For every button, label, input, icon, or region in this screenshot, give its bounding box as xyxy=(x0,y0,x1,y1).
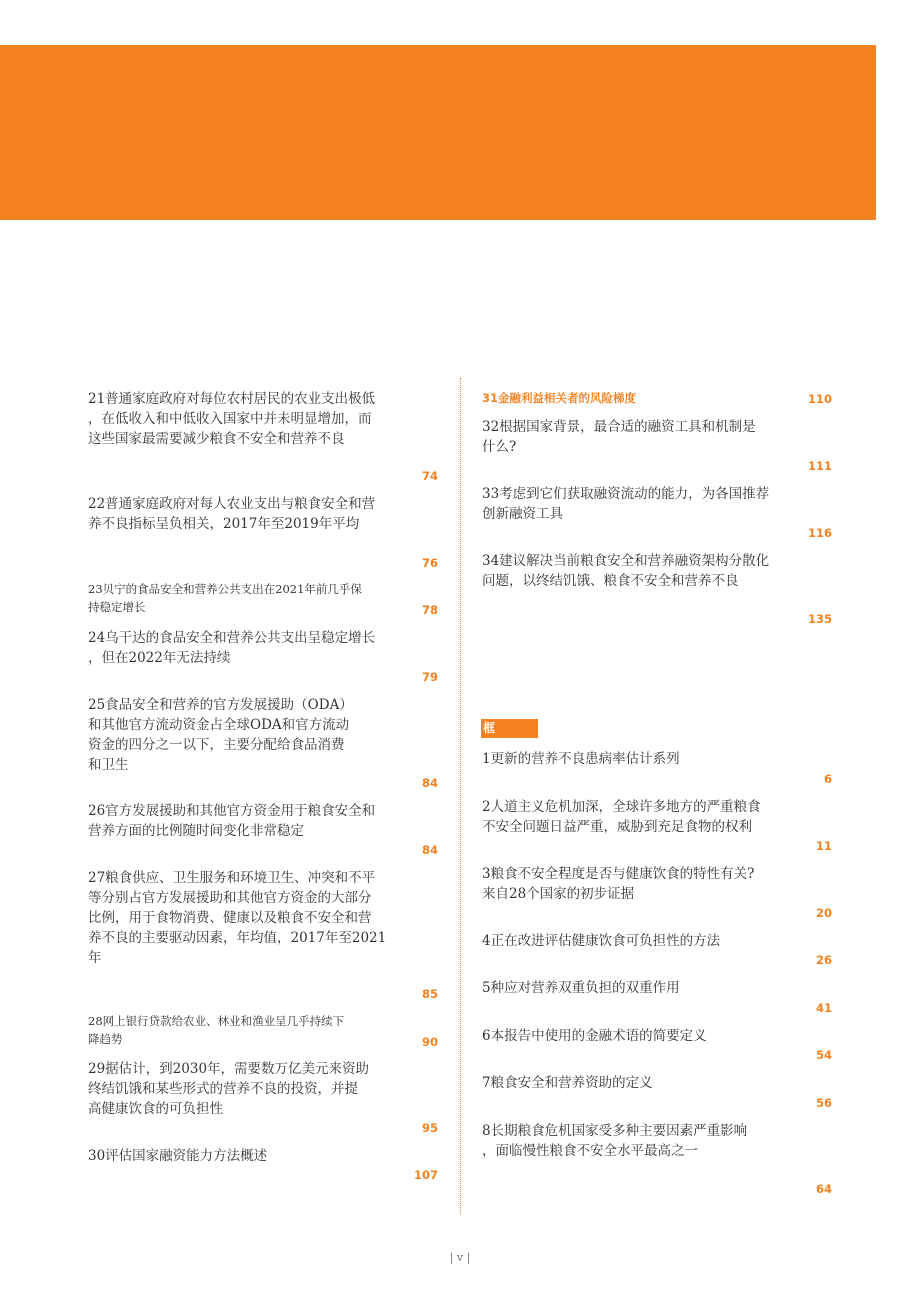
box-entry-7[interactable] xyxy=(482,1073,792,1093)
toc-page-number: 111 xyxy=(807,459,832,473)
toc-page-number: 110 xyxy=(807,392,832,406)
toc-entry-title: 23贝宁的食品安全和营养公共支出在2021年前几乎保 持稳定增长 xyxy=(88,582,362,614)
box-entry-3[interactable] xyxy=(482,864,792,904)
toc-page-number: 6 xyxy=(823,772,832,786)
toc-entry-title: 21普通家庭政府对每位农村居民的农业支出极低 ，在低收入和中低收入国家中并未明显增加，而 这些国家最需要减少粮食不安全和营养不良 xyxy=(88,391,376,447)
box-entry-8[interactable] xyxy=(482,1121,792,1161)
toc-entry-27[interactable] xyxy=(88,868,388,968)
toc-page-number: 79 xyxy=(421,670,438,684)
toc-entry-title: 22普通家庭政府对每人农业支出与粮食安全和营 养不良指标呈负相关，2017年至2019年平均 xyxy=(88,496,376,532)
toc-entry-title: 6本报告中使用的金融术语的简要定义 xyxy=(482,1028,707,1044)
toc-entry-28[interactable] xyxy=(88,1012,388,1048)
toc-entry-title: 5种应对营养双重负担的双重作用 xyxy=(482,980,680,996)
toc-entry-26[interactable] xyxy=(88,801,388,841)
toc-page-number: 64 xyxy=(815,1182,832,1196)
toc-page-number: 11 xyxy=(815,839,832,853)
toc-entry-title: 3粮食不安全程度是否与健康饮食的特性有关? 来自28个国家的初步证据 xyxy=(482,866,755,902)
toc-page-number: 56 xyxy=(815,1096,832,1110)
toc-entry-23[interactable] xyxy=(88,580,388,616)
box-entry-6[interactable] xyxy=(482,1026,792,1046)
toc-entry-title-highlighted: 31金融利益相关者的风险梯度 xyxy=(482,391,637,405)
toc-entry-22[interactable] xyxy=(88,494,388,534)
toc-entry-title: 29据估计，到2030年，需要数万亿美元来资助 终结饥饿和某些形式的营养不良的投资，并提 高健康饮食的可负担性 xyxy=(88,1061,370,1117)
box-entry-5[interactable] xyxy=(482,978,792,998)
column-divider xyxy=(460,378,461,1214)
toc-entry-29[interactable] xyxy=(88,1059,388,1119)
box-entry-1[interactable] xyxy=(482,749,792,769)
toc-page-number: 84 xyxy=(421,776,438,790)
toc-entry-24[interactable] xyxy=(88,628,388,668)
boxes-section-heading: 框 xyxy=(481,719,538,738)
toc-entry-title: 24乌干达的食品安全和营养公共支出呈稳定增长 ，但在2022年无法持续 xyxy=(88,630,376,666)
toc-entry-32[interactable] xyxy=(482,417,782,457)
toc-page-number: 107 xyxy=(413,1168,438,1182)
toc-entry-21[interactable] xyxy=(88,389,388,449)
header-banner xyxy=(0,45,876,220)
page-number-footer: | v | xyxy=(449,1251,471,1264)
toc-entry-34[interactable] xyxy=(482,551,792,591)
toc-page-number: 74 xyxy=(421,469,438,483)
toc-page-number: 135 xyxy=(807,612,832,626)
toc-entry-title: 7粮食安全和营养资助的定义 xyxy=(482,1075,653,1091)
toc-entry-31[interactable] xyxy=(482,390,782,406)
toc-page-number: 85 xyxy=(421,987,438,1001)
box-entry-4[interactable] xyxy=(482,931,792,951)
toc-entry-title: 1更新的营养不良患病率估计系列 xyxy=(482,751,680,767)
toc-entry-title: 28网上银行贷款给农业、林业和渔业呈几乎持续下 降趋势 xyxy=(88,1014,345,1046)
toc-entry-title: 33考虑到它们获取融资流动的能力，为各国推荐 创新融资工具 xyxy=(482,486,770,522)
toc-entry-title: 30评估国家融资能力方法概述 xyxy=(88,1148,268,1164)
box-entry-2[interactable] xyxy=(482,797,792,837)
toc-entry-30[interactable] xyxy=(88,1146,388,1166)
toc-page-number: 26 xyxy=(815,953,832,967)
toc-entry-title: 27粮食供应、卫生服务和环境卫生、冲突和不平 等分别占官方发展援助和其他官方资金的大部分 比例，用于食物消费、健康以及粮食不安全和营 养不良的主要驱动因素，年均值，2017年至2021 年 xyxy=(88,870,387,966)
toc-page-number: 116 xyxy=(807,526,832,540)
toc-page-number: 78 xyxy=(421,603,438,617)
toc-entry-title: 4正在改进评估健康饮食可负担性的方法 xyxy=(482,933,721,949)
toc-entry-title: 2人道主义危机加深，全球许多地方的严重粮食 不安全问题日益严重，威胁到充足食物的权利 xyxy=(482,799,761,835)
toc-page-number: 41 xyxy=(815,1001,832,1015)
toc-entry-title: 8长期粮食危机国家受多种主要因素严重影响 ，面临慢性粮食不安全水平最高之一 xyxy=(482,1123,748,1159)
toc-page-number: 54 xyxy=(815,1048,832,1062)
toc-entry-title: 26官方发展援助和其他官方资金用于粮食安全和 营养方面的比例随时间变化非常稳定 xyxy=(88,803,376,839)
toc-entry-title: 34建议解决当前粮食安全和营养融资架构分散化 问题，以终结饥饿、粮食不安全和营养不良 xyxy=(482,553,770,589)
toc-page-number: 76 xyxy=(421,556,438,570)
toc-entry-25[interactable] xyxy=(88,695,388,775)
toc-entry-33[interactable] xyxy=(482,484,792,524)
toc-page-number: 20 xyxy=(815,906,832,920)
toc-entry-title: 32根据国家背景，最合适的融资工具和机制是 什么? xyxy=(482,419,756,455)
toc-page-number: 84 xyxy=(421,843,438,857)
toc-page-number: 95 xyxy=(421,1121,438,1135)
toc-entry-title: 25食品安全和营养的官方发展援助（ODA） 和其他官方流动资金占全球ODA和官方流动 资金的四分之一以下，主要分配给食品消费 和卫生 xyxy=(88,697,353,773)
toc-page-number: 90 xyxy=(421,1035,438,1049)
